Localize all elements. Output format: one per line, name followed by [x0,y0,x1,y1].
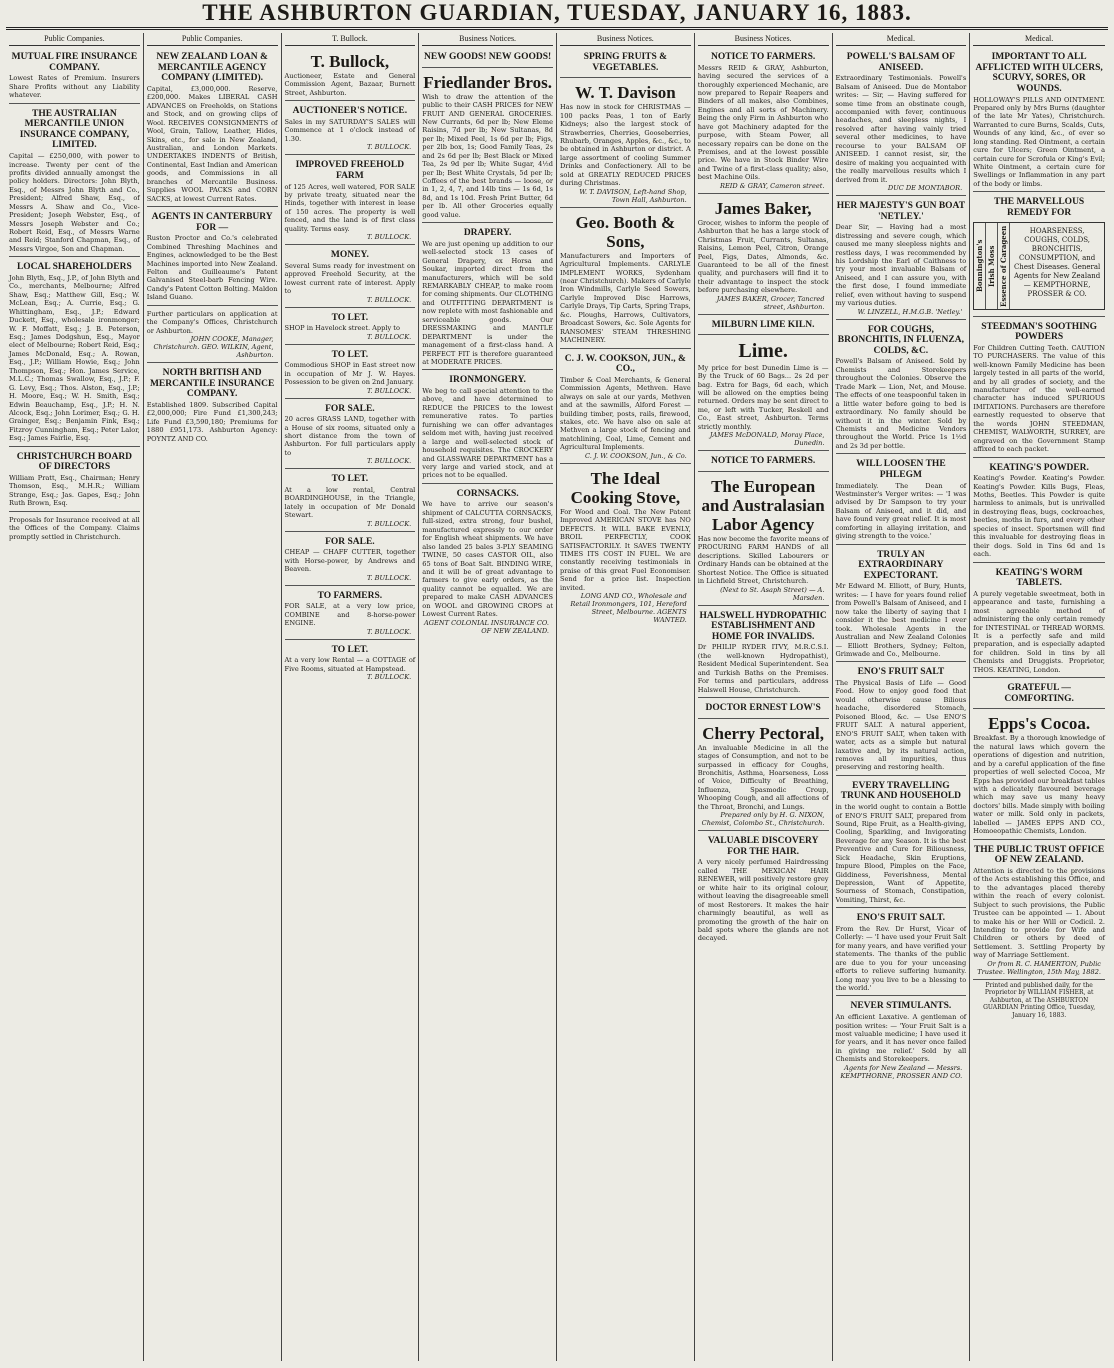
ad-signature: T. BULLOCK. [366,386,412,395]
ad-title: HER MAJESTY'S GUN BOAT 'NETLEY.' [836,200,966,222]
ad-body: John Blyth, Esq., J.P., of John Blyth and Co., merchants, Melbourne; Alfred Shaw, Esq.; Matthew Gill, Esq.; W. McLean, Esq.; A. Currie, Esq.; G. Whittingham, Esq., J.P.; Edward Duckett, Esq., wholesale ironmonger; W. F. Moffatt, Esq.; J. B. Peterson, Esq.; James Dodgshun, Esq., Mayor elect of Melbourne; Robert Reid, Esq.; James McDonald, Esq.; A. Rowan, Esq., J.P.; William Howie, Esq.; John Thompson, Esq.; Hon. James Service, M.L.C.; Thomas Swallow, Esq., J.P.; F. G. Levy, Esq.; Thos. Alston, Esq., J.P.; H. Moore, Esq.; W. H. Smith, Esq.; Edwin Beauchamp, Esq., J.P.; H. N. Alcock, Esq.; John Lorimer, Esq.; G. H. Grainger, Esq.; Benjamin Fink, Esq.; Fitzroy Cunningham, Esq.; Peter Lalor, Esq.; James Fairlie, Esq. [9,273,140,443]
ad-signature: Agents for New Zealand — Messrs. KEMPTHORNE, PROSSER AND CO. [840,1063,963,1080]
ad-title: FOR SALE. [325,403,375,414]
column-6 [695,33,833,1361]
advertisement [560,80,691,207]
advertisement [698,833,829,946]
advertisement [285,471,416,531]
ad-body: Ruston Proctor and Co.'s celebrated Combined Threshing Machines and Engines, acknowledged to be the Best Machines imported into New Zealand. Felton and Guilleaume's Patent Galvanised Steel-barb Fencing Wire. Candy's Patent Cotton Bolting. Maldon Island Guano. [146,234,278,302]
ad-signature: DUC DE MONTABOR. [887,183,963,192]
ad-body: Auctioneer, Estate and General Commission Agent, Bazaar, Burnett Street, Ashburton. [284,72,416,97]
advertisement [560,466,691,627]
ad-title: Geo. Booth & Sons, [575,212,676,251]
advertisement [836,910,967,996]
column-header: Business Notices. [560,33,691,46]
ad-body: of 125 Acres, well watered, FOR SALE by private treaty, situated near the Hinds, together with interest in lease of 150 acres. The property is well fenced, and the land is of first class quality. Terms easy. [284,182,416,233]
ad-title: HALSWELL HYDROPATHIC ESTABLISHMENT AND HOME FOR INVALIDS. [699,610,827,642]
ad-signature: T. BULLOCK. [366,332,412,341]
ad-title: THE MARVELLOUS REMEDY FOR [994,197,1085,218]
ad-title: TO FARMERS. [317,590,383,601]
advertisement [698,721,829,832]
ad-title: LOCAL SHAREHOLDERS [16,262,132,273]
ad-title: IMPROVED FREEHOLD FARM [295,160,405,181]
advertisement [9,449,140,512]
ad-body: Has now become the favorite means of PROCURING FARM HANDS of all descriptions. Skilled Labourers or Ordinary Hands can be obtained at the Shortest Notice. The Office is situated in Lichfield Street, Christchurch. [697,534,829,586]
advertisement [836,664,967,775]
ad-body: Proposals for Insurance received at all the Offices of the Company. Claims promptly settled in Christchurch. [9,515,140,541]
ad-title: AUCTIONEER'S NOTICE. [292,106,408,117]
advertisement [836,322,967,455]
ad-body: Capital — £250,000, with power to increase. Twenty per cent of the profits divided annually amongst the policy holders. Directors: John Blyth, Esq., of Messrs John Blyth and Co., President; Alfred Shaw, Esq., of Messrs A. Shaw and Co., Vice-President; Joseph Webster, Esq., of Messrs Joseph Webster and Co.; Robert Reid, Esq., of Messrs Warne and Reid; Stanford Chapman, Esq., of Messrs Virgoe, Son and Chapman. [9,152,140,253]
advertisement [560,49,691,78]
advertisement [698,608,829,699]
ad-title: James Baker, [714,198,812,218]
advertisement [9,514,140,544]
advertisement [285,534,416,586]
ad-body: Commodious SHOP in East street now in occupation of Mr J. W. Hayes. Possession to be given on 2nd January. [284,361,416,387]
ad-title: MONEY. [330,250,369,261]
ad-body: Keating's Powder. Keating's Powder. Keating's Powder. Kills Bugs, Fleas, Moths, Beetles. This Powder is quite harmless to animals, but is unrivalled in destroying fleas, bugs, cockroaches, beetles, moths in furs, and every other species of insect. Sportsmen will find this invaluable for destroying fleas in their dogs. Sold in Tins 6d and 1s each. [973,474,1105,559]
advertisement [973,194,1105,316]
advertisement [973,680,1105,709]
ad-body: SHOP in Havelock street. Apply to [284,324,400,333]
column-header: T. Bullock. [285,33,416,46]
advertisement [147,49,278,207]
advertisement [698,49,829,194]
advertisement [698,453,829,472]
ad-body: A purely vegetable sweetmeat, both in appearance and taste, furnishing a most agreeable method of administering the only certain remedy for INTESTINAL or THREAD WORMS. It is a perfectly safe and mild preparation, and is especially adapted for children. Sold in tins by all Chemists and Druggists. Proprietor, THOS. KEATING, London. [973,589,1105,674]
ad-body: We beg to call special attention to the above, and have determined to REDUCE the PRICES to the lowest remunerative rates. To parties furnishing we can offer advantages seldom met with, having just received a large and well-selected stock of household requisites. The CROCKERY and GLASSWARE DEPARTMENT has a very large and varied stock, and at prices not to be equalled. [422,387,553,480]
advertisement [147,308,278,363]
advertisement [285,49,416,101]
ad-signature: Prepared only by H. G. NIXON, Chemist, Colombo St., Christchurch. [701,811,825,828]
column-8 [970,33,1108,1361]
ad-title: MILBURN LIME KILN. [711,319,815,330]
ad-body: Grocer, wishes to inform the people of Ashburton that he has a large stock of Christmas Fruit, Currants, Sultanas, Raisins, Lemon Peel, Citron, Orange Peel, Figs, Dates, Almonds, &c. Guaranteed to be all of the finest quality, and purchasers will find it to their advantage to inspect the stock before purchasing elsewhere. [697,218,829,295]
ad-body: Extraordinary Testimonials. Powell's Balsam of Aniseed. Due de Montabor writes: — Sir, — Having suffered for some time from an obstinate cough, accompanied with fever, continuous headaches, and sleepless nights, I resolved after having vainly tried several other medicines, to have recourse to your BALSAM OF ANISEED. I cannot resist, sir, the desire of making you acquainted with the really marvellous results which I derived from it. [835,74,967,184]
ad-body: My price for best Dunedin Lime is — By the Truck of 60 Bags... 2s 2d per bag. Extra for Bags, 6d each, which will be allowed on the empties being returned. Orders may be sent direct to me, or left with Tucker, Reskell and Co., East street, Ashburton. Terms strictly monthly. [697,363,829,431]
advertisement [698,317,829,336]
advertisement [973,842,1105,980]
vertical-label-box [973,222,1105,310]
column-header: Public Companies. [147,33,278,46]
ad-title: NOTICE TO FARMERS. [710,52,816,62]
ad-title: W. T. Davison [574,83,676,103]
ad-body: Immediately. The Dean of Westminster's Verger writes: — 'I was advised by Dr Sampson to try your Balsam of Aniseed, and it did, and have found very great relief. It is most comforting in allaying irritation, and giving strength to the voice.' [835,481,967,541]
ad-title: CHRISTCHURCH BOARD OF DIRECTORS [16,451,133,473]
advertisement [836,456,967,544]
ad-body: HOLLOWAY'S PILLS AND OINTMENT. Prepared only by Mrs Burns (daughter of the late Mr Yates), Christchurch. Warranted to cure Burns, Scalds, Cuts, Wounds of any kind, &c., of ever so long standing. Red Ointment, a certain cure for Ulcers; Green Ointment, a certain cure for Scrofula or King's Evil; White Ointment, a certain cure for Swellings or Inflammation in any part of the body or limbs. [973,95,1105,188]
column-2 [144,33,282,1361]
columns-container [6,33,1108,1361]
advertisement [285,401,416,470]
ad-body: Capital, £3,000,000. Reserve, £200,000. Makes LIBERAL CASH ADVANCES on Freeholds, on Stations and Stock, and on growing clips of Wool. RECEIVES CONSIGNMENTS of Wool, Grain, Tallow, Leather, Hides, Skins, etc., for sale in New Zealand, Australian, and London Markets. UNDERTAKES INDENTS of British, Continental, East Indian and American goods, and Commissions in all branches of Mercantile Business. Supplies WOOL PACKS and CORN SACKS, at lowest Current Rates. [146,84,278,203]
ad-title: GRATEFUL — COMFORTING. [1004,683,1074,704]
ad-title: CORNSACKS. [456,488,519,499]
ad-signature: JOHN COOKE, Manager, Christchurch. GEO. WILKIN, Agent, Ashburton. [153,335,274,360]
ad-title: NEW ZEALAND LOAN & MERCANTILE AGENCY COMPANY (LIMITED). [156,52,268,84]
ad-title: KEATING'S POWDER. [989,462,1089,473]
ad-signature: JAMES BAKER, Grocer, Tancred street, Ashburton. [716,294,825,311]
advertisement [698,700,829,719]
ad-title: ENO'S FRUIT SALT. [856,913,945,924]
ad-title: KEATING'S WORM TABLETS. [995,567,1083,589]
vertical-label: Irish Moss [986,223,998,309]
advertisement [836,998,967,1082]
advertisement [973,319,1105,458]
advertisement [147,209,278,306]
advertisement [9,259,140,446]
ad-body: An efficient Laxative. A gentleman of position writes: — 'Your Fruit Salt is a most valuable medicine; I have used it for years, and it has never once failed in giving me relief.' Sold by all Chemists and Storekeepers. [835,1013,967,1064]
ad-body: Lowest Rates of Premium. Insurers Share Profits without any Liability whatever. [9,74,140,100]
column-3 [282,33,420,1361]
advertisement [698,474,829,606]
advertisement [836,198,967,320]
ad-body: Dr PHILIP RYDER ITVY, M.R.C.S.I. (the well-known Hydropathist), Resident Medical Superintendent. Sea and Turkish Baths on the Premises. For terms and particulars, address Halswell House, Christchurch. [697,643,829,694]
ad-signature: W. LINZELL, H.M.G.B. 'Netley.' [857,307,963,316]
ad-body: William Pratt, Esq., Chairman; Henry Thomson, Esq., M.H.R.; William Strange, Esq.; Jas. Gapes, Esq.; John Ruth Brown, Esq. [9,473,140,508]
ad-title: NEW GOODS! NEW GOODS! [424,52,552,62]
ad-body: The Physical Basis of Life — Good Food. How to enjoy good food that would otherwise cause Bilious headache, disordered Stomach, Poisoned Blood, &c. — Use ENO'S FRUIT SALT. A natural apperient, ENO'S FRUIT SALT, when taken with water, acts as a simple but natural laxative and, by its natural action, removes all impurities, thus preserving and restoring health. [835,679,967,772]
ad-body: CHEAP — CHAFF CUTTER, together with Horse-power, by Andrews and Beaven. [284,548,416,574]
ad-signature: W. T. DAVISON, Left-hand Shop, Town Hall, Ashburton. [579,187,687,204]
ad-body: We are just opening up addition to our well-selected stock 13 cases of General Drapery, ex Horsa and Soukar, imported direct from the manufacturers, which will be sold REMARKABLY CHEAP, to make room for coming shipments. Our CLOTHING and OUTFITTING DEPARTMENT is now replete with most fashionable and serviceable goods. Our DRESSMAKING and MANTLE DEPARTMENT is under the management of a first-class hand. A PERFECT FIT is therefore guaranteed at MODERATE PRICES. [422,239,553,366]
advertisement [560,210,691,349]
ad-body: Dear Sir, — Having had a most distressing and severe cough, which caused me many sleepless nights and restless days, I was recommended by his Lordship the Earl of Caithness to try your most invaluable Balsam of Aniseed, and I can assure you, with the first dose, I found immediate relief, even without having to suspend my various duties. [835,223,967,308]
ad-title: NOTICE TO FARMERS. [710,456,816,467]
ad-signature: C. J. W. COOKSON, Jun., & Co. [584,451,687,460]
advertisement [422,225,553,370]
ad-title: VALUABLE DISCOVERY FOR THE HAIR. [707,836,819,857]
advertisement [285,157,416,245]
ad-title: C. J. W. COOKSON, JUN., & CO., [564,353,686,375]
vertical-label: Essence of Carageen [998,223,1010,309]
advertisement [9,106,140,258]
advertisement [9,49,140,104]
ad-title: TO LET. [331,349,369,360]
ad-title: TO LET. [331,474,369,485]
ad-title: Cherry Pectoral, [702,723,825,743]
ad-title: TRULY AN EXTRAORDINARY EXPECTORANT. [858,549,944,581]
advertisement [836,778,967,909]
ad-body: An invaluable Medicine in all the stages of Consumption, and not to be surpassed in efficacy for Coughs, Bronchitis, Asthma, Hoarseness, Loss of Voice, Difficulty of Breathing, Influenza, Spasmodic Croup, Whooping Cough, and all affections of the Throat, Bronchi, and Lungs. [697,743,829,811]
advertisement [422,486,553,638]
advertisement [285,247,416,307]
ad-body: Established 1809. Subscribed Capital £2,000,000; Fire Fund £1,300,243; Life Fund £3,590,180; Premiums for 1880 £951,173. Ashburton Agency: POYNTZ AND CO. [146,400,278,443]
ad-signature: JAMES McDONALD, Moray Place, Dunedin. [709,431,825,448]
ad-body: Powell's Balsam of Aniseed. Sold by Chemists and Storekeepers throughout the Colonies. Observe the Trade Mark — Lion, Net, and Mouse. The effects of one teaspoonful taken in a little water before going to bed is extraordinary. No family should be without it in the winter. Sold by Chemists and Medicine Vendors throughout the World. Price 1s 1½d and 2s 3d per bottle. [835,357,967,450]
ad-signature: T. BULLOCK. [366,457,412,466]
ad-signature: T. BULLOCK. [366,627,412,636]
ad-title: ENO'S FRUIT SALT [857,667,945,678]
advertisement [285,588,416,640]
ad-body: At a low rental, Central BOARDINGHOUSE, in the Triangle, lately in occupation of Mr Donald Stewart. [284,485,416,520]
ad-title: IRONMONGERY. [449,375,526,386]
vertical-label: Bonnington's [974,223,986,309]
ad-title: FOR SALE. [325,536,375,547]
ad-title: DOCTOR ERNEST LOW'S [705,703,821,714]
ad-title: Lime. [738,340,788,363]
advertisement [973,711,1105,839]
ad-title: Epps's Cocoa. [988,714,1091,734]
ad-title: DRAPERY. [463,228,512,239]
advertisement [698,196,829,315]
ad-title: MUTUAL FIRE INSURANCE COMPANY. [11,52,138,73]
ad-body: At a very low Rental — a COTTAGE of Five Rooms, situated at Hampstead. [284,656,416,673]
advertisement [147,365,278,446]
advertisement [285,642,416,685]
ad-title: The Ideal Cooking Stove, [570,468,681,507]
ad-title: FOR COUGHS, BRONCHITIS, IN FLUENZA, COLDS, &C. [837,324,964,356]
ad-signature: T. BULLOCK. [366,519,412,528]
imprint-footer: Printed and published daily, for the Proprietor by WILLIAM FISHER, at Ashburton, at The ASHBURTON GUARDIAN Printing Office, Tuesday, January 16, 1883. [983,981,1096,1019]
ad-title: POWELL'S BALSAM OF ANISEED. [846,52,955,73]
ad-signature: T. BULLOCK. [366,143,412,152]
advertisement [422,70,553,224]
column-1 [6,33,144,1361]
advertisement [836,547,967,663]
ad-title: Friedlander Bros. [423,72,552,92]
ad-body: Has now in stock for CHRISTMAS — 100 packs Peas, 1 ton of Early Kidneys; also the largest stock of Strawberries, Cherries, Gooseberries, Rhubarb, Oranges, Apples, &c., &c., to be obtained in Ashburton or district. A large assortment of cooling Summer Drinks and Confectionery. All to be sold at GREATLY REDUCED PRICES during Christmas. [560,103,691,188]
advertisement [560,351,691,464]
ad-body: For Children Cutting Teeth. CAUTION TO PURCHASERS. The value of this well-known Family Medicine has been largely tested in all parts of the world, and by all grades of society, and the manufacturer of the well-earned character has induced SPURIOUS IMITATIONS. Purchasers are therefore earnestly requested to observe that the words JOHN STEEDMAN, CHEMIST, WALWORTH, SURREY, are engraved on the Government Stamp affixed to each packet. [973,343,1105,454]
advertisement [836,49,967,196]
ad-body: Attention is directed to the provisions of the Acts establishing this Office, and to the advantages placed thereby within the reach of every colonist. Subject to such provisions, the Public Trustee can be appointed — 1. About to make his or her Will or Codicil. 2. Intending to provide for Wife and Children or others by deed of Settlement. 3. Settling Property by way of Marriage Settlement. [973,866,1105,960]
ad-signature: REID & GRAY, Cameron street. [720,181,825,190]
ad-body: Messrs REID & GRAY, Ashburton, having secured the services of a thoroughly experienced Mechanic, are now prepared to Repair Reapers and Binders of all makes, also Combines, Engines and all sorts of Machinery. Being the only Firm in Ashburton who have got Machinery adapted for the purpose, with Steam Power, all necessary repairs can be done on the Premises, and at the lowest possible price. We have in Stock Binder Wire and Twine of a first-class quality; also, best Machine Oils. [697,63,829,182]
advertisement [285,103,416,155]
ad-title: SPRING FRUITS & VEGETABLES. [583,52,668,73]
masthead-rule-2 [6,29,1108,30]
ad-title: NEVER STIMULANTS. [850,1001,952,1012]
ad-signature: T. BULLOCK. [366,295,412,304]
ad-body: Sales in my SATURDAY'S SALES will Commence at 1 o'clock instead of 1.30. [284,117,416,143]
ad-body: Mr Edward M. Elliott, of Bury, Hunts, writes: — I have for years found relief from Powell's Balsam of Aniseed, and I now take the liberty of saying that I consider it the best medicine I ever took. Wholesale Agents in the Australian and New Zealand Colonies — Elliott Brothers, Sydney; Felton, Grimwade and Co., Melbourne. [835,582,967,658]
ad-body: From the Rev. Dr Hurst, Vicar of Collerly: — 'I have used your Fruit Salt for many years, and have verified your statements. The thanks of the public are due to you for your unceasing efforts to relieve suffering humanity. Long may you live to be a blessing to the world.' [835,924,967,992]
column-header: Public Companies. [9,33,140,46]
ad-signature: AGENT COLONIAL INSURANCE CO. OF NEW ZEALAND. [423,618,549,635]
ad-body: A very nicely perfumed Hairdressing called THE MEXICAN HAIR RENEWER, will positively restore grey or white hair to its original colour, without leaving the disagreeable smell of most Restorers. It makes the hair charmingly beautiful, as well as promoting the growth of the hair on bald spots where the glands are not decayed. [697,858,829,943]
column-header: Business Notices. [698,33,829,46]
ad-body: FOR SALE, at a very low price, COMBINE and 8-horse-power ENGINE. [284,602,416,628]
advertisement [973,565,1105,679]
column-5 [557,33,695,1361]
advertisement [973,460,1105,563]
ad-title: The European and Australasian Labor Agency [701,476,825,534]
ad-body: Timber & Coal Merchants, & General Commission Agents, Methven. Have always on sale at our yards, Methven and at the sawmills, Alford Forest — building timber, posts, rails, firewood, stakes, etc. We have also on sale at Methven a large stock of fencing and matchlining, Coal, Lime, Cement and Agricultural Implements. [560,375,691,452]
ad-title: AGENTS IN CANTERBURY FOR — [151,212,273,233]
ad-signature: Or from R. C. HAMERTON, Public Trustee. Wellington, 15th May, 1882. [977,959,1101,976]
ad-title: TO LET. [331,644,369,655]
ad-body: Breakfast. By a thorough knowledge of the natural laws which govern the operations of digestion and nutrition, and by a careful application of the fine properties of well selected Cocoa, Mr Epps has provided our breakfast tables with a delicately flavoured beverage which may save us many heavy doctors' bills. Made simply with boiling water or milk. Sold only in packets, labelled — JAMES EPPS AND CO., Homoeopathic Chemists, London. [973,734,1105,836]
column-header: Medical. [836,33,967,46]
ad-body: in the world ought to contain a Bottle of ENO'S FRUIT SALT, prepared from Sound, Ripe Fruit, as a Health-giving, Cooling, Sparkling, and Invigorating Beverage for any Season. It is the best Preventive and Cure for Biliousness, Sick Headache, Skin Eruptions, Impure Blood, Pimples on the Face, Giddiness, Feverishness, Mental Depression, Want of Appetite, Sourness of Stomach, Constipation, Vomiting, Thirst, &c. [835,803,967,904]
ad-title: EVERY TRAVELLING TRUNK AND HOUSEHOLD [840,780,962,802]
ad-title: NORTH BRITISH AND MERCANTILE INSURANCE COMPANY. [149,368,275,400]
ad-signature: T. BULLOCK. [366,573,412,582]
column-4 [419,33,557,1361]
advertisement [285,310,416,345]
ad-title: T. Bullock, [310,52,390,71]
ad-body: For Wood and Coal. The New Patent Improved AMERICAN STOVE has NO DEFECTS. It WILL BAKE EVENLY, BROIL PERFECTLY, COOK SATISFACTORILY. It SAVES TWENTY TIMES ITS COST IN FUEL. We are constantly receiving testimonials in praise of this great Fuel Economiser. Send for a price list. Inspection invited. [560,507,691,592]
ad-body: Several Sums ready for investment on approved Freehold Security, at the lowest current rate of interest. Apply to [284,261,416,296]
ad-body: We have to arrive our season's shipment of CALCUTTA CORNSACKS, full-sized, extra strong, four bushel, manufactured expressly to our order for English wheat shipments. We have also landed 25 bales 3-PLY SEAMING TWINE, 50 cases CASTOR OIL, also 65 tons of Boat Salt. BINDING WIRE, and it will be of great advantage to farmers to give early orders, as the quality cannot be equalled. We are prepared to make CASH ADVANCES on WOOL and GROWING CROPS at Lowest Current Rates. [422,500,553,619]
ad-title: WILL LOOSEN THE PHLEGM [856,459,946,480]
ad-body: Wish to draw the attention of the public to their CASH PRICES for NEW FRUIT AND GENERAL GROCERIES. New Currants, 6d per lb; New Eleme Raisins, 7d per lb; New Sultanas, 8d per lb; Mixed Peel, 1s 6d per lb; Figs, per 2lb box, 1s; Good Family Teas, 2s and 2s 6d per lb; Best Black or Mixed Tea, 2s 9d per lb; White Sugar, 4½d per lb; Best White Crystals, 5d per lb; Coffees of the best brands — loose, or in 1, 2, 4, 7, and 14lb tins — 1s 6d, 1s 8d, and 1s 10d. Fresh Print Butter, 6d per lb. All other Groceries equally good value. [422,92,553,219]
masthead: THE ASHBURTON GUARDIAN, TUESDAY, JANUARY 16, 1883. [202,0,912,25]
advertisement [973,49,1105,192]
ad-signature: (Next to St. Asaph Street) — A. Marsden. [720,585,825,602]
ad-signature: LONG AND CO., Wholesale and Retail Ironmongers, 101, Hereford Street, Melbourne. AGENTS WANTED. [570,592,687,625]
column-header: Medical. [973,33,1105,46]
ad-title: THE AUSTRALIAN MERCANTILE UNION INSURANCE COMPANY, LIMITED. [19,108,129,151]
ad-title: STEEDMAN'S SOOTHING POWDERS [981,321,1098,343]
ad-body: Further particulars on application at the Company's Offices, Christchurch or Ashburton. [146,309,278,335]
ad-signature: T. BULLOCK. [366,233,412,242]
column-header: Business Notices. [422,33,553,46]
ad-body: 20 acres GRASS LAND, together with a House of six rooms, situated only a short distance from the town of Ashburton. For full particulars apply to [284,415,416,457]
ad-title: IMPORTANT TO ALL AFFLICTED WITH ULCERS, SCURVY, SORES, OR WOUNDS. [975,52,1103,94]
ad-body: Manufacturers and Importers of Agricultural Implements. CARLYLE IMPLEMENT WORKS, Sydenham (near Christchurch). Makers of Carlyle Iron Windmills, Carlyle Seed Sowers, Carlyle Improved Disc Harrows, Carlyle Drays, Tip Carts, Spring Traps, &c. Ploughs, Harrows, Cultivators, Broadcast Sowers, &c. Sole Agents for RANSOMES' STEAM THRESHING MACHINERY. [560,251,691,345]
ad-signature: T. BULLOCK. [366,673,412,682]
ad-title: THE PUBLIC TRUST OFFICE OF NEW ZEALAND. [973,844,1105,866]
advertisement [285,347,416,399]
advertisement [422,372,553,483]
advertisement [698,337,829,451]
masthead-rule [6,27,1108,28]
ad-title: TO LET. [331,312,369,323]
advertisement [422,49,553,68]
remedy-list: HOARSENESS, COUGHS, COLDS, BRONCHITIS, CONSUMPTION, and Chest Diseases. General Agents for New Zealand — KEMPTHORNE, PROSSER & CO. [1013,226,1101,299]
column-7 [833,33,971,1361]
